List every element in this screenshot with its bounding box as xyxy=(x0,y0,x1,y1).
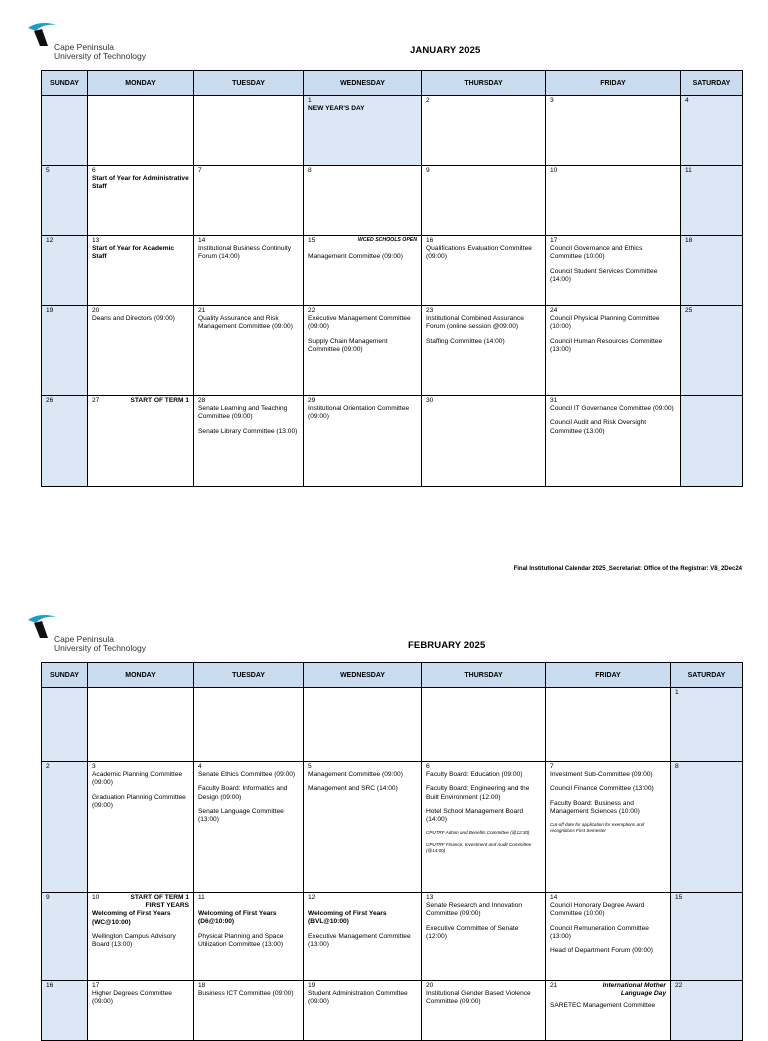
event-item: SARETEC Management Committee xyxy=(550,1002,656,1010)
day-cell xyxy=(422,981,546,1041)
day-number-value: 21 xyxy=(550,982,558,989)
week-row xyxy=(42,396,743,487)
header-monday: MONDAY xyxy=(88,71,194,96)
day-number: 1 xyxy=(308,97,312,104)
day-number: 5 xyxy=(308,763,312,770)
header-saturday: SATURDAY xyxy=(671,663,743,688)
event-item: Council Honorary Degree Award Committee (10:00) xyxy=(550,902,645,918)
event-item: Academic Planning Committee (09:00) xyxy=(92,771,183,787)
week-row xyxy=(42,762,743,893)
day-cell xyxy=(88,236,194,306)
weekday-header-row xyxy=(42,71,743,96)
day-cell xyxy=(681,166,743,236)
day-cell xyxy=(671,893,743,981)
day-cell xyxy=(422,762,546,893)
day-number: 25 xyxy=(685,307,693,314)
week-row xyxy=(42,166,743,236)
week-row xyxy=(42,688,743,762)
day-cell-empty xyxy=(88,96,194,166)
day-number: 3 xyxy=(550,97,554,104)
day-cell xyxy=(194,762,304,893)
day-number xyxy=(92,894,189,910)
day-cell xyxy=(304,96,422,166)
day-number: 9 xyxy=(426,167,430,174)
day-cell xyxy=(304,306,422,396)
day-number: 19 xyxy=(46,307,54,314)
event-item: Management and SRC (14:00) xyxy=(308,785,398,793)
small-note: CPUTRF Finance, Investment and Audit Committee (@14:00) xyxy=(426,842,532,854)
day-cell-empty xyxy=(42,688,88,762)
day-number: 26 xyxy=(46,397,54,404)
day-number: 19 xyxy=(308,982,316,989)
highlight-event: Start of Year for Academic Staff xyxy=(92,245,175,261)
day-cell xyxy=(194,981,304,1041)
header-sunday: SUNDAY xyxy=(42,663,88,688)
day-cell-empty xyxy=(422,688,546,762)
day-cell xyxy=(194,893,304,981)
month-title-february: FEBRUARY 2025 xyxy=(408,640,486,651)
event-item: Senate Ethics Committee (09:00) xyxy=(198,771,296,779)
day-cell xyxy=(422,236,546,306)
day-cell xyxy=(422,396,546,487)
day-cell xyxy=(88,893,194,981)
header-wednesday: WEDNESDAY xyxy=(304,663,422,688)
day-cell-empty xyxy=(681,396,743,487)
header-thursday: THURSDAY xyxy=(422,71,546,96)
day-number: 20 xyxy=(426,982,434,989)
day-number: 14 xyxy=(550,894,558,901)
month-title-january: JANUARY 2025 xyxy=(410,45,481,56)
day-cell xyxy=(88,396,194,487)
day-number: 14 xyxy=(198,237,206,244)
event-item: Physical Planning and Space Utilization Committee (13:00) xyxy=(198,932,284,948)
week-row xyxy=(42,236,743,306)
event-item: Council IT Governance Committee (09:00) xyxy=(550,405,674,413)
event-item: Quality Assurance and Risk Management Committee (09:00) xyxy=(198,315,293,331)
event-item: Qualifications Evaluation Committee (09:00) xyxy=(426,245,532,261)
event-item: Student Administration Committee (09:00) xyxy=(308,990,408,1006)
calendar-january xyxy=(41,70,743,487)
day-number-value: 27 xyxy=(92,397,100,404)
event-item: Faculty Board: Informatics and Design (09:00) xyxy=(198,785,288,801)
day-cell xyxy=(681,236,743,306)
header-thursday: THURSDAY xyxy=(422,663,546,688)
event-item: Institutional Business Continuity Forum (14:00) xyxy=(198,245,292,261)
day-cell-empty xyxy=(304,688,422,762)
event-item: Council Human Resources Committee (13:00) xyxy=(550,337,663,353)
observance-label: International Mother Language Day xyxy=(602,982,666,998)
header-monday: MONDAY xyxy=(88,663,194,688)
event-item: Management Committee (09:00) xyxy=(308,771,403,779)
day-cell-empty xyxy=(42,96,88,166)
university-logo xyxy=(26,614,166,653)
week-row xyxy=(42,893,743,981)
day-number: 20 xyxy=(92,307,100,314)
header-friday: FRIDAY xyxy=(546,663,671,688)
event-item: Executive Committee of Senate (12:00) xyxy=(426,924,519,940)
day-cell xyxy=(304,396,422,487)
highlight-event: Welcoming of First Years (D6@10:00) xyxy=(198,910,277,926)
event-item: Management Committee (09:00) xyxy=(308,253,403,261)
term-label: START OF TERM 1 xyxy=(130,397,189,404)
day-cell xyxy=(546,236,681,306)
logo-text-line2: University of Technology xyxy=(54,51,146,61)
day-number: 29 xyxy=(308,397,316,404)
day-cell-empty xyxy=(194,96,304,166)
day-number: 8 xyxy=(308,167,312,174)
day-number: 4 xyxy=(685,97,689,104)
header-tuesday: TUESDAY xyxy=(194,663,304,688)
day-cell xyxy=(681,306,743,396)
day-number: 1 xyxy=(675,689,679,696)
day-cell xyxy=(422,893,546,981)
day-cell xyxy=(88,166,194,236)
day-number: 2 xyxy=(46,763,50,770)
day-cell xyxy=(422,166,546,236)
tag-label: WCED SCHOOLS OPEN xyxy=(357,237,417,243)
day-number: 3 xyxy=(92,763,96,770)
day-cell xyxy=(681,96,743,166)
event-item: Higher Degrees Committee (09:00) xyxy=(92,990,172,1006)
event-item: Investment Sub-Committee (09:00) xyxy=(550,771,653,779)
day-number: 13 xyxy=(92,237,100,244)
day-number: 15 xyxy=(675,894,683,901)
header-wednesday: WEDNESDAY xyxy=(304,71,422,96)
day-number: 7 xyxy=(550,763,554,770)
day-number: 5 xyxy=(46,167,50,174)
day-cell xyxy=(671,762,743,893)
day-number: 31 xyxy=(550,397,558,404)
day-number: 23 xyxy=(426,307,434,314)
day-number xyxy=(550,982,666,998)
day-number: 9 xyxy=(46,894,50,901)
highlight-event: Start of Year for Administrative Staff xyxy=(92,175,189,191)
holiday-label: NEW YEAR'S DAY xyxy=(308,105,365,113)
week-row xyxy=(42,981,743,1041)
event-item: Senate Research and Innovation Committee (09:00) xyxy=(426,902,523,918)
day-number: 8 xyxy=(675,763,679,770)
day-cell xyxy=(546,893,671,981)
day-cell xyxy=(42,981,88,1041)
event-item: Faculty Board: Business and Management Sciences (10:00) xyxy=(550,799,640,815)
event-item: Council Remuneration Committee (13:00) xyxy=(550,924,649,940)
small-note: CPUTRF Admin and Benefits Committee (@12:30) xyxy=(426,830,530,836)
day-cell xyxy=(194,166,304,236)
day-cell xyxy=(546,306,681,396)
day-number: 2 xyxy=(426,97,430,104)
header-tuesday: TUESDAY xyxy=(194,71,304,96)
event-item: Council Student Services Committee (14:00) xyxy=(550,267,658,283)
footer-text: Final Institutional Calendar 2025_Secretariat: Office of the Registrar: V8_2Dec24 xyxy=(513,566,742,572)
day-cell xyxy=(42,893,88,981)
day-number: 11 xyxy=(685,167,692,174)
day-cell xyxy=(42,306,88,396)
day-number: 11 xyxy=(198,894,205,901)
event-item: Senate Learning and Teaching Committee (09:00) xyxy=(198,405,288,421)
event-item: Institutional Combined Assurance Forum (online session @09:00) xyxy=(426,315,524,331)
event-item: Faculty Board: Engineering and the Built Environment (12:00) xyxy=(426,785,530,801)
event-item: Head of Department Forum (09:00) xyxy=(550,947,653,955)
term-label: START OF TERM 1 FIRST YEARS xyxy=(130,894,189,910)
day-number: 6 xyxy=(426,763,430,770)
day-number: 12 xyxy=(46,237,54,244)
highlight-event: Welcoming of First Years (BVL@10:00) xyxy=(308,910,387,926)
day-cell xyxy=(422,306,546,396)
day-cell xyxy=(42,762,88,893)
event-item: Faculty Board: Education (09:00) xyxy=(426,771,523,779)
day-cell xyxy=(671,688,743,762)
day-number: 17 xyxy=(92,982,100,989)
day-cell xyxy=(42,396,88,487)
week-row xyxy=(42,96,743,166)
day-cell xyxy=(42,166,88,236)
logo-text-line2: University of Technology xyxy=(54,643,146,653)
event-item: Staffing Committee (14:00) xyxy=(426,337,505,345)
day-cell xyxy=(304,762,422,893)
day-number: 13 xyxy=(426,894,434,901)
small-note: Cut-off date for application for exemptions and recognitions First Semester xyxy=(550,822,645,834)
header-sunday: SUNDAY xyxy=(42,71,88,96)
day-cell xyxy=(88,762,194,893)
day-cell xyxy=(304,893,422,981)
day-number-value: 10 xyxy=(92,894,100,901)
event-item: Hotel School Management Board (14:00) xyxy=(426,807,524,824)
event-item: Supply Chain Management Committee (09:00) xyxy=(308,337,388,353)
day-number: 17 xyxy=(550,237,558,244)
event-item: Council Physical Planning Committee (10:00) xyxy=(550,315,660,331)
event-item: Institutional Orientation Committee (09:00) xyxy=(308,405,410,421)
day-number: 21 xyxy=(198,307,206,314)
day-number: 22 xyxy=(308,307,316,314)
day-cell-empty xyxy=(194,688,304,762)
day-cell xyxy=(88,981,194,1041)
university-logo xyxy=(26,22,166,61)
event-item: Council Finance Committee (13:00) xyxy=(550,785,654,793)
event-item: Business ICT Committee (09:00) xyxy=(198,990,294,998)
day-number: 6 xyxy=(92,167,96,174)
day-cell xyxy=(304,981,422,1041)
day-cell-empty xyxy=(88,688,194,762)
day-number: 16 xyxy=(46,982,54,989)
day-cell xyxy=(42,236,88,306)
day-number xyxy=(92,397,189,405)
day-cell xyxy=(194,306,304,396)
logo-text-line1: Cape Peninsula xyxy=(54,634,115,644)
event-item: Deans and Directors (09:00) xyxy=(92,315,175,323)
day-number: 7 xyxy=(198,167,202,174)
day-cell xyxy=(194,236,304,306)
event-item: Executive Management Committee (13:00) xyxy=(308,932,411,948)
day-cell xyxy=(546,166,681,236)
day-cell xyxy=(422,96,546,166)
event-item: Graduation Planning Committee (09:00) xyxy=(92,793,186,809)
day-cell xyxy=(546,981,671,1041)
day-cell-empty xyxy=(546,688,671,762)
event-item: Wellington Campus Advisory Board (13:00) xyxy=(92,932,176,949)
day-cell xyxy=(546,762,671,893)
day-number xyxy=(308,237,417,245)
day-number: 10 xyxy=(550,167,558,174)
week-row xyxy=(42,306,743,396)
day-number: 28 xyxy=(198,397,206,404)
weekday-header-row xyxy=(42,663,743,688)
day-cell xyxy=(671,981,743,1041)
event-item: Senate Language Committee (13:00) xyxy=(198,807,284,824)
day-number: 12 xyxy=(308,894,316,901)
day-number: 16 xyxy=(426,237,434,244)
event-item: Council Audit and Risk Oversight Committee (13:00) xyxy=(550,419,647,435)
day-cell xyxy=(546,396,681,487)
day-cell xyxy=(88,306,194,396)
event-item: Executive Management Committee (09:00) xyxy=(308,315,411,331)
day-number-value: 15 xyxy=(308,237,316,244)
day-number: 4 xyxy=(198,763,202,770)
header-friday: FRIDAY xyxy=(546,71,681,96)
event-item: Institutional Gender Based Violence Committee (09:00) xyxy=(426,990,531,1006)
day-number: 30 xyxy=(426,397,434,404)
header-saturday: SATURDAY xyxy=(681,71,743,96)
event-item: Senate Library Committee (13:00) xyxy=(198,427,298,435)
day-cell xyxy=(304,236,422,306)
day-cell xyxy=(546,96,681,166)
day-number: 22 xyxy=(675,982,683,989)
day-number: 18 xyxy=(685,237,693,244)
day-cell xyxy=(194,396,304,487)
calendar-february xyxy=(41,662,743,1041)
day-number: 18 xyxy=(198,982,206,989)
event-item: Council Governance and Ethics Committee (10:00) xyxy=(550,245,643,261)
logo-text-line1: Cape Peninsula xyxy=(54,42,115,52)
highlight-event: Welcoming of First Years (WC@10:00) xyxy=(92,910,171,926)
day-number: 24 xyxy=(550,307,558,314)
day-cell xyxy=(304,166,422,236)
